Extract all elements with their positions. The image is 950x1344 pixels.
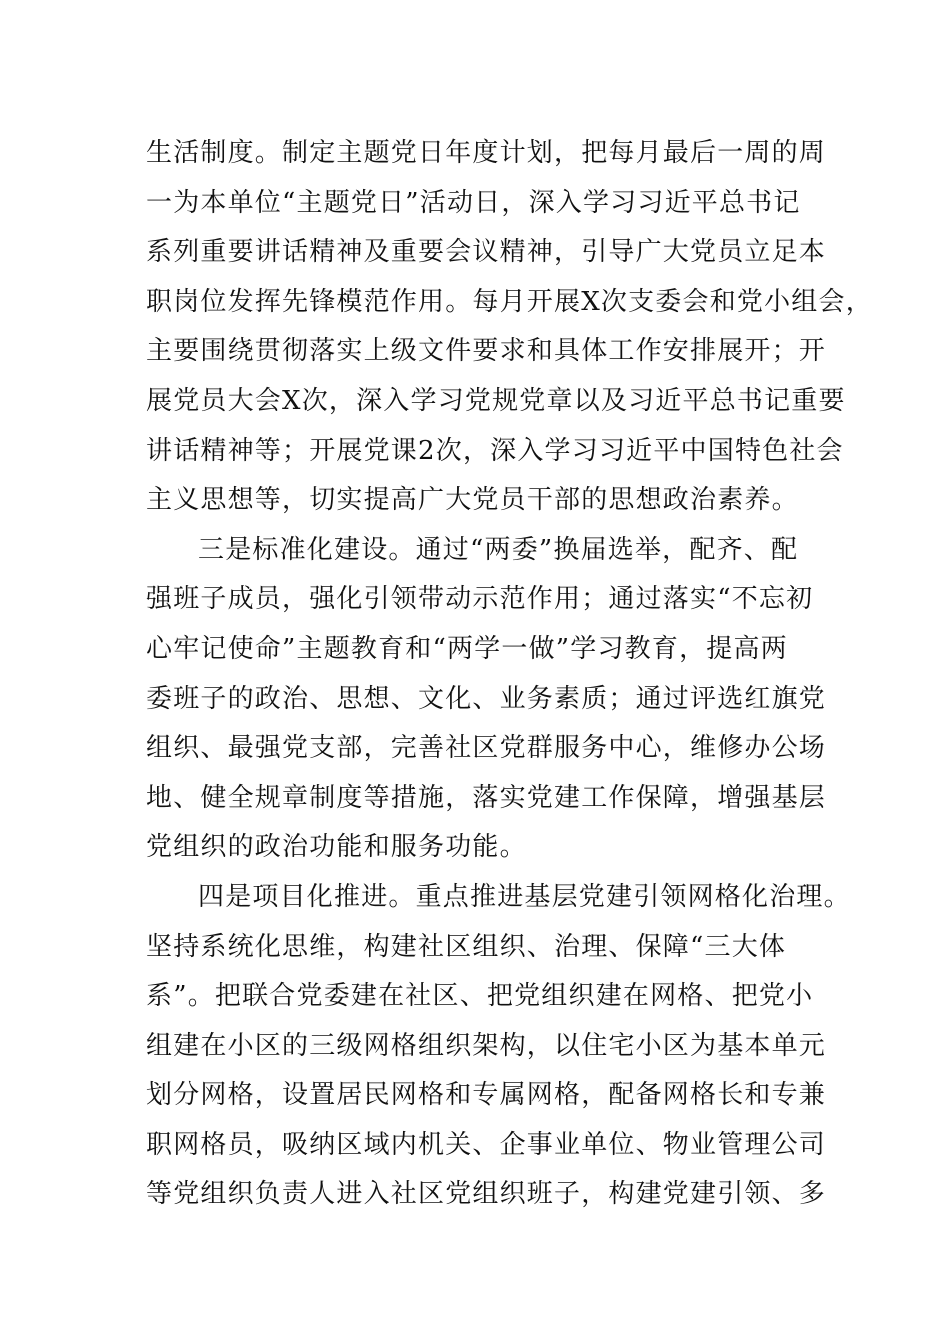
paragraph-start-line: 三是标准化建设。通过“两委”换届选举，配齐、配 (198, 534, 799, 565)
body-text (146, 129, 873, 1220)
text-line: 组织、最强党支部，完善社区党群服务中心，维修办公场 (146, 733, 827, 764)
text-line: 一为本单位“主题党日”活动日，深入学习习近平总书记 (146, 187, 801, 218)
text-line: 主义思想等，切实提高广大党员干部的思想政治素养。 (146, 485, 799, 516)
text-line: 讲话精神等；开展党课2次，深入学习习近平中国特色社会 (146, 435, 844, 466)
text-line: 心牢记使命”主题教育和“两学一做”学习教育，提高两 (146, 633, 788, 664)
text-line: 坚持系统化思维，构建社区组织、治理、保障“三大体 (146, 931, 787, 962)
text-line: 主要围绕贯彻落实上级文件要求和具体工作安排展开；开 (146, 336, 827, 367)
text-line: 系”。把联合党委建在社区、把党组织建在网格、把党小 (146, 981, 814, 1012)
text-line: 职网格员，吸纳区域内机关、企事业单位、物业管理公司 (146, 1129, 827, 1160)
text-line: 生活制度。制定主题党日年度计划，把每月最后一周的周 (146, 138, 827, 168)
text-line: 党组织的政治功能和服务功能。 (146, 832, 527, 863)
text-line: 展党员大会X次，深入学习党规党章以及习近平总书记重要 (146, 385, 846, 416)
text-line: 地、健全规章制度等措施，落实党建工作保障，增强基层 (146, 782, 827, 813)
text-line: 划分网格，设置居民网格和专属网格，配备网格长和专兼 (146, 1080, 827, 1111)
text-line: 职岗位发挥先锋模范作用。每月开展X次支委会和党小组会， (146, 286, 873, 317)
paragraph-start-line: 四是项目化推进。重点推进基层党建引领网格化治理。 (198, 881, 851, 912)
text-line: 委班子的政治、思想、文化、业务素质；通过评选红旗党 (146, 683, 827, 714)
text-line: 强班子成员，强化引领带动示范作用；通过落实“不忘初 (146, 584, 814, 615)
text-line: 系列重要讲话精神及重要会议精神，引导广大党员立足本 (146, 237, 827, 268)
text-line: 组建在小区的三级网格组织架构，以住宅小区为基本单元 (146, 1030, 827, 1061)
text-line: 等党组织负责人进入社区党组织班子，构建党建引领、多 (146, 1179, 827, 1210)
